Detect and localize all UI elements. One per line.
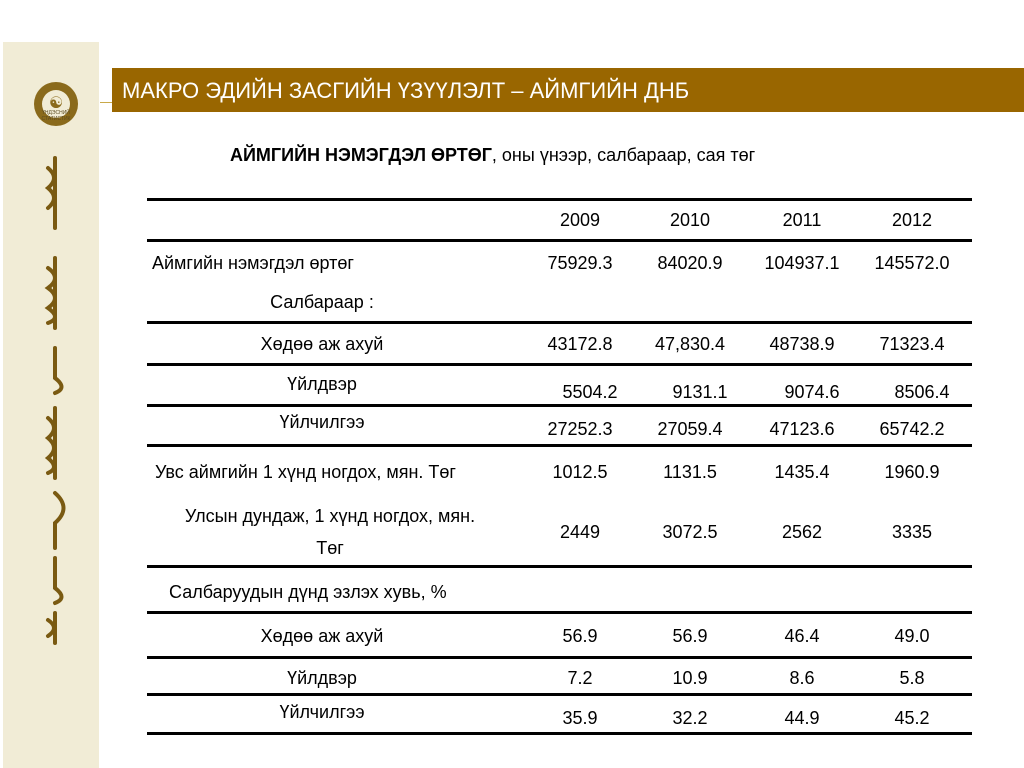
cell-value: 9131.1 [672, 382, 728, 402]
mongolian-script-decoration [30, 148, 80, 648]
cell-value: 1131.5 [663, 462, 717, 482]
cell-value: 48738.9 [769, 334, 835, 354]
emblem-glyph: ☯ [48, 95, 64, 112]
cell-value: 2562 [781, 522, 823, 542]
cell-value: 3072.5 [662, 522, 718, 542]
cell-value: 104937.1 [764, 253, 840, 273]
cell-value: 5504.2 [562, 382, 618, 402]
table-bottom-rule [147, 732, 972, 735]
cell-value: 35.9 [562, 708, 598, 728]
row-label: Үйлдвэр [287, 374, 357, 394]
cell-value: 8.6 [789, 668, 815, 688]
rule-after-services [147, 444, 972, 447]
row-label: Хөдөө аж ахуй [260, 334, 384, 354]
row-label-line1: Улсын дундаж, 1 хүнд ногдох, мян. [184, 506, 476, 526]
cell-value: 46.4 [784, 626, 820, 646]
row-label: Үйлчилгээ [279, 412, 365, 432]
rule-after-header [147, 239, 972, 242]
cell-value: 71323.4 [879, 334, 945, 354]
rule-after-share-agri [147, 656, 972, 659]
table-caption-bold: АЙМГИЙН НЭМЭГДЭЛ ӨРТӨГ [230, 145, 492, 165]
page-title: МАКРО ЭДИЙН ЗАСГИЙН ҮЗҮҮЛЭЛТ – АЙМГИЙН ДНБ [122, 78, 690, 103]
row-label: Үйлдвэр [287, 668, 357, 688]
cell-value: 3335 [891, 522, 933, 542]
rule-after-national-avg [147, 565, 972, 568]
rule-after-agri [147, 363, 972, 366]
table-top-rule [147, 198, 972, 201]
cell-value: 45.2 [894, 708, 930, 728]
row-label: Увс аймгийн 1 хүнд ногдох, мян. Төг [155, 462, 456, 482]
script-stroke-8 [55, 493, 64, 548]
row-label: Аймгийн нэмэгдэл өртөг [152, 253, 354, 273]
cell-value: 56.9 [672, 626, 708, 646]
cell-value: 56.9 [562, 626, 598, 646]
table-caption [230, 144, 930, 166]
script-stroke-7 [48, 418, 54, 473]
row-label: Салбараар : [270, 292, 374, 312]
cell-value: 84020.9 [657, 253, 723, 273]
year-2009: 2009 [559, 210, 601, 230]
script-stroke-5 [55, 348, 62, 393]
row-label-line2: Төг [316, 538, 344, 558]
year-2011: 2011 [782, 210, 822, 230]
cell-value: 32.2 [672, 708, 708, 728]
script-stroke-9 [55, 558, 62, 603]
script-stroke-4 [48, 268, 55, 323]
rule-after-share-industry [147, 693, 972, 696]
cell-value: 1960.9 [884, 462, 940, 482]
rule-after-sector [147, 321, 972, 324]
row-label: Үйлчилгээ [279, 702, 365, 722]
year-2010: 2010 [669, 210, 711, 230]
rule-after-industry [147, 404, 972, 407]
rule-after-share-header [147, 611, 972, 614]
cell-value: 49.0 [894, 626, 930, 646]
script-stroke-11 [48, 620, 54, 636]
table-caption-rest: , оны үнээр, салбараар, сая төг [491, 145, 756, 165]
cell-value: 1435.4 [774, 462, 830, 482]
cell-value: 1012.5 [552, 462, 608, 482]
cell-value: 75929.3 [547, 253, 613, 273]
cell-value: 47123.6 [769, 419, 835, 439]
cell-value: 10.9 [672, 668, 708, 688]
cell-value: 27059.4 [657, 419, 723, 439]
row-label: Хөдөө аж ахуй [260, 626, 384, 646]
cell-value: 2449 [559, 522, 601, 542]
year-2012: 2012 [891, 210, 933, 230]
cell-value: 65742.2 [879, 419, 945, 439]
cell-value: 8506.4 [894, 382, 950, 402]
cell-value: 44.9 [784, 708, 820, 728]
cell-value: 145572.0 [874, 253, 950, 273]
cell-value: 27252.3 [547, 419, 613, 439]
cell-value: 5.8 [899, 668, 925, 688]
cell-value: 47,830.4 [654, 334, 726, 354]
header-bar [112, 68, 1024, 112]
row-label: Салбаруудын дүнд эзлэх хувь, % [169, 582, 447, 602]
cell-value: 9074.6 [784, 382, 840, 402]
header-accent-line [100, 102, 112, 103]
cell-value: 7.2 [567, 668, 593, 688]
cell-value: 43172.8 [547, 334, 613, 354]
logo-caption: ҮНДЭСНИЙ СТАТИСТИК [41, 110, 71, 122]
